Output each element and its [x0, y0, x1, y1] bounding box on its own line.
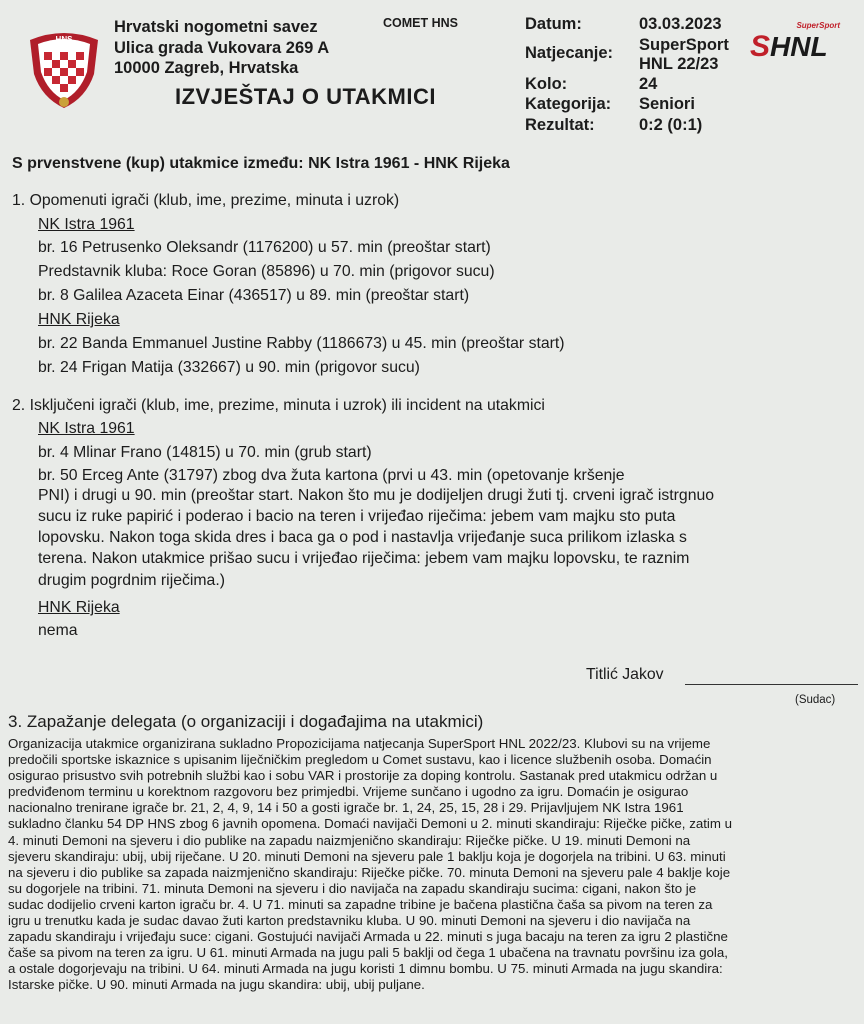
delegate-note-line: zapadu skandiraju i vrijeđaju suce: cigani. Gostujući navijači Armada u 22. minuti s juga bacaju na teren za igru 2 plastične [8, 929, 728, 945]
meta-value-competition: SuperSport [639, 36, 729, 54]
section1-club-home: NK Istra 1961 [38, 216, 135, 233]
meta-label-competition: Natjecanje: [525, 44, 614, 62]
meta-value-category: Seniori [639, 95, 695, 113]
sendoff-text-line: sucu iz ruke papirić i poderao i bacio na teren i vrijeđao riječima: jebem vam majku sto puta [38, 508, 676, 525]
meta-label-date: Datum: [525, 15, 582, 33]
report-title: IZVJEŠTAJ O UTAKMICI [175, 84, 436, 109]
org-city: 10000 Zagreb, Hrvatska [114, 59, 299, 77]
section1-heading: 1. Opomenuti igrači (klub, ime, prezime, minuta i uzrok) [12, 192, 400, 209]
caution-item: br. 8 Galilea Azaceta Einar (436517) u 89. min (preoštar start) [38, 287, 470, 304]
section3-heading: 3. Zapažanje delegata (o organizaciji i događajima na utakmici) [8, 712, 484, 731]
svg-text:SuperSport: SuperSport [796, 21, 840, 30]
sendoff-text-line: br. 50 Erceg Ante (31797) zbog dva žuta kartona (prvi u 43. min (opetovanje kršenje [38, 467, 625, 484]
meta-label-round: Kolo: [525, 75, 568, 93]
sendoff-text-line: drugim pogrdnim riječima.) [38, 572, 225, 589]
delegate-note-line: predočili sportske iskaznice s upisanim liječničkim pregledom u Comet sustavu, kao i licence službenih osoba. Domaćin [8, 752, 712, 768]
sendoff-text-line: lopovsku. Nakon toga skida dres i baca ga o pod i nastavlja vrijeđanje suca prilikom izlaska s [38, 529, 687, 546]
sendoff-text-line: PNI) i drugi u 90. min (preoštar start. Nakon što mu je dodijeljen drugi žuti tj. crveni igrač istrgnuo [38, 487, 715, 504]
hns-crest-logo [24, 22, 104, 110]
svg-text:HNL: HNL [770, 31, 828, 62]
meta-value-competition-season: HNL 22/23 [639, 55, 719, 73]
section1-club-away: HNK Rijeka [38, 311, 120, 328]
delegate-note-line: predviđenom terminu u korektnom razgovoru bez primjedbi. Vrijeme sunčano i ugodno za igru. Domaćin je osigurao [8, 784, 689, 800]
hnl-league-logo [748, 16, 848, 64]
signature-line [685, 684, 858, 685]
caution-item: br. 22 Banda Emmanuel Justine Rabby (1186673) u 45. min (preoštar start) [38, 335, 565, 352]
meta-label-result: Rezultat: [525, 116, 595, 134]
section2-none: nema [38, 622, 78, 639]
delegate-note-line: Istarske pičke. U 90. minuti Armada na jugu skandira: ubij, ubij puljane. [8, 977, 425, 993]
caution-item: br. 24 Frigan Matija (332667) u 90. min (prigovor sucu) [38, 359, 420, 376]
delegate-note-line: sudac dodijelio crveni karton igraču br. 4. U 71. minuti sa zapadne tribine je bačena plastična čaša sa pivom na teren za [8, 896, 713, 912]
match-line: S prvenstvene (kup) utakmice između: NK Istra 1961 - HNK Rijeka [12, 155, 510, 172]
sendoff-item: br. 4 Mlinar Frano (14815) u 70. min (grub start) [38, 444, 372, 461]
meta-label-category: Kategorija: [525, 95, 612, 113]
delegate-note-line: Organizacija utakmice organizirana sukladno Propozicijama natjecanja SuperSport HNL 2022/23. Klubovi su na vrijeme [8, 736, 711, 751]
svg-text:HNS: HNS [55, 35, 73, 44]
section2-club-away: HNK Rijeka [38, 599, 120, 616]
delegate-note-line: igru u trenutku kada je sudac davao žuti karton predstavniku kluba. U 90. minuti Demoni na sjeveru i dio navijača na [8, 913, 691, 929]
delegate-note-line: nacionalno trenirane igrače br. 21, 2, 4, 9, 14 i 50 a gosti igrače br. 1, 24, 25, 15, 28 i 29. Prijavljujem NK Istra 1961 [8, 800, 684, 816]
referee-name: Titlić Jakov [586, 666, 664, 683]
section2-club-home: NK Istra 1961 [38, 420, 135, 437]
meta-value-date: 03.03.2023 [639, 15, 722, 33]
delegate-note-line: a ostale dogorjevaju na tribini. U 64. minuti Armada na jugu koristi 1 dimnu bombu. U 75. minuti Armada na jugu skandira: [8, 961, 723, 977]
delegate-note-line: sjeveru skandiraju: ubij, ubij riječane. U 20. minuti Demoni na sjeveru pale 1 baklju koja je dogorjela na tribini. U 63. minuti [8, 848, 726, 864]
delegate-note-line: 4. minuti Demoni na sjeveru i dio publike na zapadu naizmjenično skandiraju: Riječke pičke. U 19. minuti Demoni na [8, 832, 691, 848]
caution-item: Predstavnik kluba: Roce Goran (85896) u 70. min (prigovor sucu) [38, 263, 495, 280]
delegate-note-line: osigurao prisustvo svih potrebnih službi kao i sobu VAR i prostorije za doping kontrolu. Sastanak pred utakmicu održan u [8, 768, 718, 784]
delegate-note-line: su dogorjele na tribini. 71. minuta Demoni na sjeveru i dio navijača na zapadu skandiraju sucima: cigani, nakon što je [8, 880, 697, 896]
delegate-note-line: sukladno članku 54 DP HNS zbog 6 javnih opomena. Domaći navijači Demoni u 2. minuti skandiraju: Riječke pičke, zatim u [8, 816, 733, 832]
delegate-note-line: na sjeveru i dio publike sa zapada naizmjenično skandiraju: Riječke pičke. 70. minuta Demoni na sjeveru pale 4 baklje koje [8, 864, 731, 880]
org-name: Hrvatski nogometni savez [114, 18, 318, 36]
sendoff-text-line: terena. Nakon utakmice prišao sucu i vrijeđao riječima: jebem vam majku lopovsku, te raznim [38, 550, 690, 567]
svg-text:S: S [750, 30, 771, 63]
section2-heading: 2. Isključeni igrači (klub, ime, prezime, minuta i uzrok) ili incident na utakmici [12, 397, 545, 414]
comet-label: COMET HNS [383, 16, 458, 30]
caution-item: br. 16 Petrusenko Oleksandr (1176200) u 57. min (preoštar start) [38, 239, 491, 256]
org-address: Ulica grada Vukovara 269 A [114, 39, 330, 57]
delegate-notes [8, 736, 860, 994]
referee-role: (Sudac) [795, 694, 836, 706]
meta-value-result: 0:2 (0:1) [639, 116, 703, 134]
meta-value-round: 24 [639, 75, 658, 93]
delegate-note-line: čaše sa pivom na teren za igru. U 61. minuti Armada na jugu pali 5 baklji od čega 1 ubačena na travnatu površinu iza gola, [8, 945, 728, 961]
